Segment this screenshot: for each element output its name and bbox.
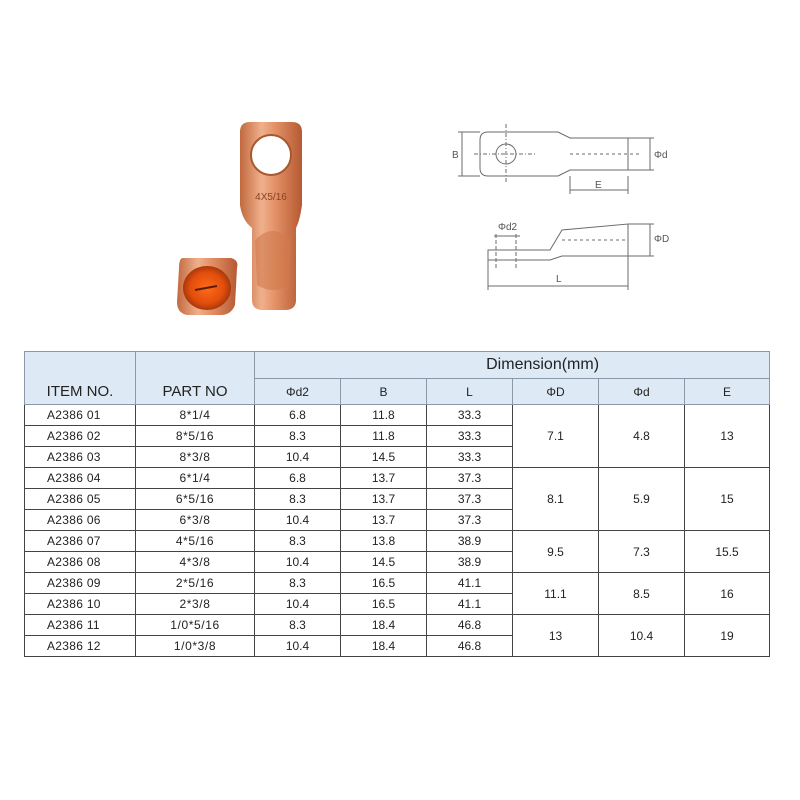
phi-big-d-cell: 9.5 <box>513 531 599 573</box>
l-cell: 41.1 <box>427 573 513 594</box>
l-cell: 33.3 <box>427 405 513 426</box>
phi-d2-cell: 10.4 <box>255 510 341 531</box>
lying-lug <box>177 258 237 315</box>
header-phi-big-d: ΦD <box>513 379 599 405</box>
table-row <box>25 468 770 489</box>
header-b: B <box>341 379 427 405</box>
product-photo <box>165 110 355 325</box>
phi-d-cell: 10.4 <box>599 615 685 657</box>
table-row <box>25 615 770 636</box>
item-cell: A2386 10 <box>25 594 136 615</box>
label-phi-d: Φd <box>654 150 668 161</box>
part-cell: 6*5/16 <box>136 489 255 510</box>
header-item-no: ITEM NO. <box>25 352 136 405</box>
l-cell: 37.3 <box>427 468 513 489</box>
part-cell: 6*3/8 <box>136 510 255 531</box>
l-cell: 33.3 <box>427 447 513 468</box>
label-l: L <box>556 274 562 285</box>
table-row <box>25 573 770 594</box>
item-cell: A2386 06 <box>25 510 136 531</box>
e-cell: 15.5 <box>685 531 770 573</box>
header-l: L <box>427 379 513 405</box>
phi-d2-cell: 10.4 <box>255 594 341 615</box>
e-cell: 19 <box>685 615 770 657</box>
phi-d2-cell: 8.3 <box>255 615 341 636</box>
b-cell: 13.7 <box>341 468 427 489</box>
item-cell: A2386 03 <box>25 447 136 468</box>
item-cell: A2386 01 <box>25 405 136 426</box>
part-cell: 2*5/16 <box>136 573 255 594</box>
phi-d2-cell: 6.8 <box>255 405 341 426</box>
l-cell: 46.8 <box>427 636 513 657</box>
b-cell: 16.5 <box>341 594 427 615</box>
l-cell: 41.1 <box>427 594 513 615</box>
e-cell: 15 <box>685 468 770 531</box>
item-cell: A2386 02 <box>25 426 136 447</box>
b-cell: 14.5 <box>341 552 427 573</box>
l-cell: 33.3 <box>427 426 513 447</box>
l-cell: 37.3 <box>427 510 513 531</box>
phi-d-cell: 8.5 <box>599 573 685 615</box>
item-cell: A2386 11 <box>25 615 136 636</box>
lug-stamp: 4X5/16 <box>255 192 287 203</box>
phi-d2-cell: 10.4 <box>255 636 341 657</box>
part-cell: 8*3/8 <box>136 447 255 468</box>
l-cell: 37.3 <box>427 489 513 510</box>
header-dimension: Dimension(mm) <box>255 352 770 379</box>
phi-d2-cell: 8.3 <box>255 531 341 552</box>
phi-d-cell: 4.8 <box>599 405 685 468</box>
b-cell: 13.7 <box>341 510 427 531</box>
part-cell: 1/0*5/16 <box>136 615 255 636</box>
phi-d2-cell: 10.4 <box>255 552 341 573</box>
e-cell: 13 <box>685 405 770 468</box>
b-cell: 13.8 <box>341 531 427 552</box>
b-cell: 11.8 <box>341 426 427 447</box>
dimension-drawing <box>440 110 680 310</box>
table-row <box>25 405 770 426</box>
item-cell: A2386 07 <box>25 531 136 552</box>
label-phi-d2: Φd2 <box>498 222 518 233</box>
item-cell: A2386 12 <box>25 636 136 657</box>
phi-d2-cell: 8.3 <box>255 426 341 447</box>
part-cell: 2*3/8 <box>136 594 255 615</box>
item-cell: A2386 08 <box>25 552 136 573</box>
part-cell: 4*5/16 <box>136 531 255 552</box>
e-cell: 16 <box>685 573 770 615</box>
item-cell: A2386 04 <box>25 468 136 489</box>
label-b: B <box>452 150 459 161</box>
l-cell: 38.9 <box>427 531 513 552</box>
part-cell: 8*5/16 <box>136 426 255 447</box>
part-cell: 8*1/4 <box>136 405 255 426</box>
phi-big-d-cell: 7.1 <box>513 405 599 468</box>
phi-d2-cell: 10.4 <box>255 447 341 468</box>
label-e: E <box>595 180 602 191</box>
l-cell: 46.8 <box>427 615 513 636</box>
phi-big-d-cell: 13 <box>513 615 599 657</box>
phi-big-d-cell: 8.1 <box>513 468 599 531</box>
table-row <box>25 531 770 552</box>
b-cell: 16.5 <box>341 573 427 594</box>
label-phi-big-d: ΦD <box>654 234 670 245</box>
phi-d2-cell: 6.8 <box>255 468 341 489</box>
item-cell: A2386 05 <box>25 489 136 510</box>
part-cell: 6*1/4 <box>136 468 255 489</box>
phi-d2-cell: 8.3 <box>255 489 341 510</box>
table-body <box>25 405 770 657</box>
header-e: E <box>685 379 770 405</box>
b-cell: 18.4 <box>341 636 427 657</box>
phi-d-cell: 7.3 <box>599 531 685 573</box>
header-phi-d2: Φd2 <box>255 379 341 405</box>
item-cell: A2386 09 <box>25 573 136 594</box>
spec-table <box>24 351 770 657</box>
header-part-no: PART NO <box>136 352 255 405</box>
b-cell: 14.5 <box>341 447 427 468</box>
l-cell: 38.9 <box>427 552 513 573</box>
header-phi-d: Φd <box>599 379 685 405</box>
b-cell: 11.8 <box>341 405 427 426</box>
b-cell: 13.7 <box>341 489 427 510</box>
phi-d-cell: 5.9 <box>599 468 685 531</box>
b-cell: 18.4 <box>341 615 427 636</box>
part-cell: 4*3/8 <box>136 552 255 573</box>
part-cell: 1/0*3/8 <box>136 636 255 657</box>
phi-d2-cell: 8.3 <box>255 573 341 594</box>
standing-lug <box>240 122 302 310</box>
phi-big-d-cell: 11.1 <box>513 573 599 615</box>
